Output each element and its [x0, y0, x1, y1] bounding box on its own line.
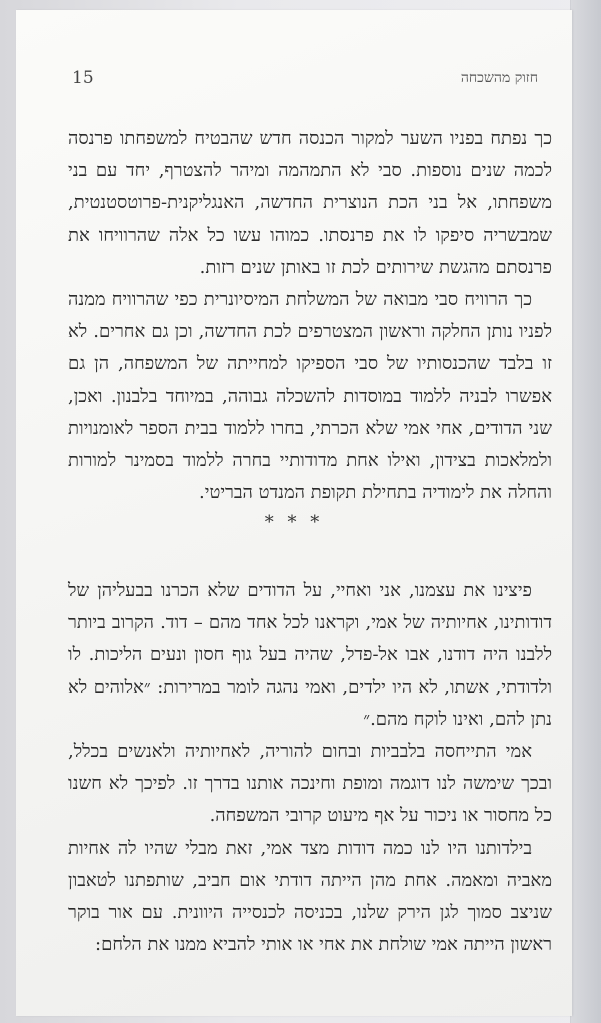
running-header-title: חזוק מהשכחה	[460, 70, 538, 86]
text-block-2	[68, 575, 552, 961]
paragraph: כך נפתח בפניו השער למקור הכנסה חדש שהבטיח למשפחתו פרנסה לכמה שנים נוספות. סבי לא התמהמה ומיהר להצטרף, יחד עם בני משפחתו, אל בני הכת הנוצרית החדשה, האנגליקנית-פרוטסטנטית, שמבשריה סיפקו לו את פרנסתו. כמוהו עשו כל אלה שהרוויחו את פרנסתם מהגשת שירותים לכת זו באותן שנים רזות.	[68, 128, 552, 278]
paragraph: כך הרוויח סבי מבואה של המשלחת המיסיונרית כפי שהרוויח ממנה לפניו נותן החלקה וראשון המצטרפים לכת החדשה, וכן גם אחרים. לא זו בלבד שהכנסותיו של סבי הספיקו למחייתה של המשפחה, הן גם אפשרו לבניה ללמוד במוסדות להשכלה גבוהה, במיוחד בלבנון. ואכן, שני הדודים, אחי אמי שלא הכרתי, בחרו ללמוד בבית הספר לאומנויות ולמלאכות בצידון, ואילו אחת מדודותיי בחרה ללמוד בסמינר למורות והחלה את לימודיה בתחילת תקופת המנדט הבריטי.	[68, 289, 552, 504]
section-separator: * * *	[264, 512, 324, 533]
paragraph: אמי התייחסה בלבביות ובחום להוריה, לאחיותיה ולאנשים בכלל, ובכך שימשה לנו דוגמה ומופת וחינכה אותנו בדרך זו. לפיכך לא חשנו כל מחסור או ניכור על אף מיעוט קרובי המשפחה.	[68, 741, 552, 827]
page-number: 15	[72, 68, 94, 88]
running-header	[16, 68, 572, 92]
page-edge-strip	[570, 0, 601, 1023]
paragraph: פיצינו את עצמנו, אני ואחיי, על הדודים שלא הכרנו בבעליהן של דודותינו, אחיותיה של אמי, וקראנו לכל אחד מהם – דוד. הקרוב ביותר ללבנו היה דודנו, אבו אל-פדל, שהיה בעל גוף חסון ונעים הליכות. לו ולדודתי, אשתו, לא היו ילדים, ואמי נהגה לומר במרירות: ״אלוהים לא נתן להם, ואינו לוקח מהם.״	[68, 580, 552, 730]
paragraph: בילדותנו היו לנו כמה דודות מצד אמי, זאת מבלי שהיו לה אחיות מאביה ומאמה. אחת מהן הייתה דודתי אום חביב, שותפתנו לטאבון שניצב סמוך לגן הירק שלנו, בכניסה לכנסייה היוונית. עם אור בוקר ראשון הייתה אמי שולחת את אחי או אותי להביא ממנו את הלחם:	[68, 837, 552, 956]
text-block-1	[68, 123, 552, 509]
book-page	[16, 10, 572, 1016]
